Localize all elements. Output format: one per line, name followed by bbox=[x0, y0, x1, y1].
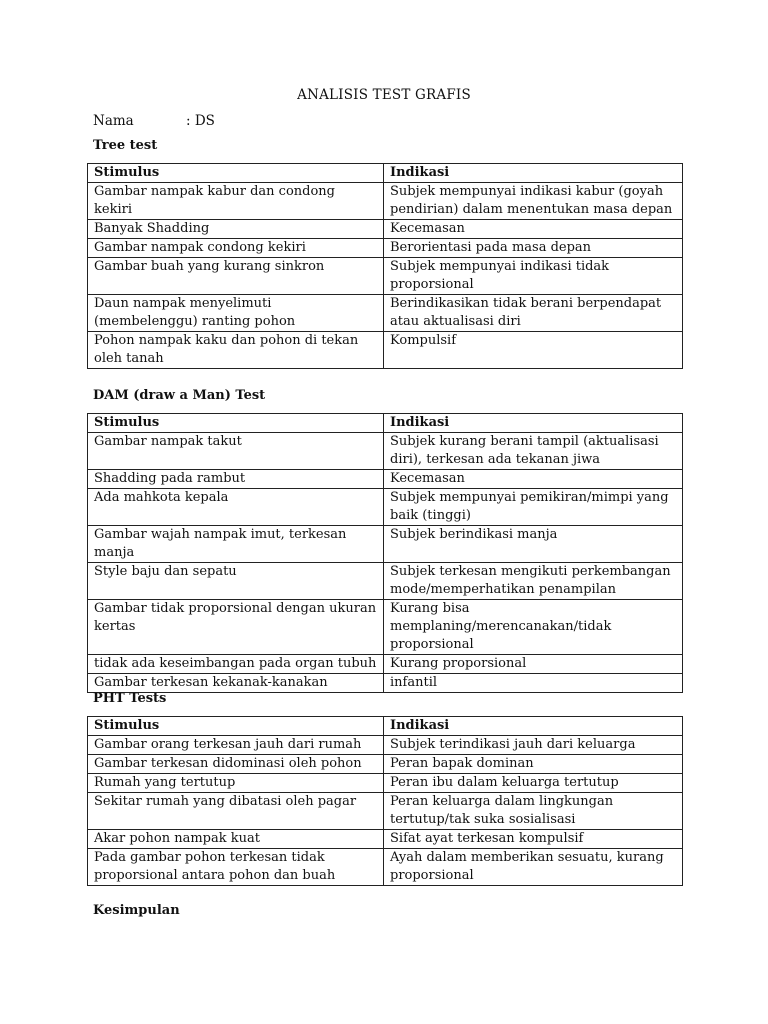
indikasi-cell: Peran bapak dominan bbox=[384, 755, 683, 774]
stimulus-cell: Style baju dan sepatu bbox=[88, 563, 384, 600]
indikasi-cell: Kecemasan bbox=[384, 470, 683, 489]
pht-test-table bbox=[87, 716, 683, 886]
table-row bbox=[88, 526, 683, 563]
indikasi-cell: Berindikasikan tidak berani berpendapat atau aktualisasi diri bbox=[384, 295, 683, 332]
table-row bbox=[88, 830, 683, 849]
indikasi-cell: Kurang bisa memplaning/merencanakan/tidak proporsional bbox=[384, 600, 683, 655]
header-indikasi: Indikasi bbox=[384, 717, 683, 736]
table-row bbox=[88, 793, 683, 830]
indikasi-cell: Sifat ayat terkesan kompulsif bbox=[384, 830, 683, 849]
indikasi-cell: Subjek mempunyai indikasi tidak proporsional bbox=[384, 258, 683, 295]
stimulus-cell: Gambar wajah nampak imut, terkesan manja bbox=[88, 526, 384, 563]
stimulus-cell: Daun nampak menyelimuti (membelenggu) ranting pohon bbox=[88, 295, 384, 332]
stimulus-cell: Rumah yang tertutup bbox=[88, 774, 384, 793]
tree-test-heading: Tree test bbox=[93, 138, 158, 153]
stimulus-cell: Ada mahkota kepala bbox=[88, 489, 384, 526]
table-header-row bbox=[88, 414, 683, 433]
stimulus-cell: Gambar nampak kabur dan condong kekiri bbox=[88, 183, 384, 220]
indikasi-cell: Kurang proporsional bbox=[384, 655, 683, 674]
stimulus-cell: tidak ada keseimbangan pada organ tubuh bbox=[88, 655, 384, 674]
table-header-row bbox=[88, 717, 683, 736]
header-stimulus: Stimulus bbox=[88, 717, 384, 736]
header-stimulus: Stimulus bbox=[88, 164, 384, 183]
indikasi-cell: Kompulsif bbox=[384, 332, 683, 369]
table-row bbox=[88, 258, 683, 295]
stimulus-cell: Gambar nampak takut bbox=[88, 433, 384, 470]
stimulus-cell: Gambar terkesan kekanak-kanakan bbox=[88, 674, 384, 693]
indikasi-cell: Kecemasan bbox=[384, 220, 683, 239]
table-header-row bbox=[88, 164, 683, 183]
dam-test-table bbox=[87, 413, 683, 693]
name-row bbox=[93, 113, 215, 129]
stimulus-cell: Sekitar rumah yang dibatasi oleh pagar bbox=[88, 793, 384, 830]
table-row bbox=[88, 755, 683, 774]
indikasi-cell: Peran keluarga dalam lingkungan tertutup/tak suka sosialisasi bbox=[384, 793, 683, 830]
tree-test-table bbox=[87, 163, 683, 369]
stimulus-cell: Gambar nampak condong kekiri bbox=[88, 239, 384, 258]
table-row bbox=[88, 220, 683, 239]
table-row bbox=[88, 470, 683, 489]
table-row bbox=[88, 433, 683, 470]
indikasi-cell: Peran ibu dalam keluarga tertutup bbox=[384, 774, 683, 793]
header-indikasi: Indikasi bbox=[384, 414, 683, 433]
table-row bbox=[88, 849, 683, 886]
stimulus-cell: Banyak Shadding bbox=[88, 220, 384, 239]
stimulus-cell: Gambar terkesan didominasi oleh pohon bbox=[88, 755, 384, 774]
indikasi-cell: Subjek berindikasi manja bbox=[384, 526, 683, 563]
name-label: Nama bbox=[93, 113, 134, 129]
table-row bbox=[88, 655, 683, 674]
indikasi-cell: Subjek kurang berani tampil (aktualisasi diri), terkesan ada tekanan jiwa bbox=[384, 433, 683, 470]
table-row bbox=[88, 295, 683, 332]
page-title: ANALISIS TEST GRAFIS bbox=[297, 87, 471, 103]
stimulus-cell: Gambar tidak proporsional dengan ukuran kertas bbox=[88, 600, 384, 655]
indikasi-cell: infantil bbox=[384, 674, 683, 693]
conclusion-heading: Kesimpulan bbox=[93, 903, 180, 918]
name-value: : DS bbox=[186, 113, 215, 129]
table-row bbox=[88, 563, 683, 600]
stimulus-cell: Gambar buah yang kurang sinkron bbox=[88, 258, 384, 295]
stimulus-cell: Pada gambar pohon terkesan tidak proporsional antara pohon dan buah bbox=[88, 849, 384, 886]
stimulus-cell: Gambar orang terkesan jauh dari rumah bbox=[88, 736, 384, 755]
indikasi-cell: Subjek terkesan mengikuti perkembangan mode/memperhatikan penampilan bbox=[384, 563, 683, 600]
stimulus-cell: Pohon nampak kaku dan pohon di tekan oleh tanah bbox=[88, 332, 384, 369]
table-row bbox=[88, 239, 683, 258]
table-row bbox=[88, 183, 683, 220]
indikasi-cell: Ayah dalam memberikan sesuatu, kurang proporsional bbox=[384, 849, 683, 886]
indikasi-cell: Berorientasi pada masa depan bbox=[384, 239, 683, 258]
dam-test-heading: DAM (draw a Man) Test bbox=[93, 388, 266, 403]
stimulus-cell: Akar pohon nampak kuat bbox=[88, 830, 384, 849]
table-row bbox=[88, 489, 683, 526]
header-indikasi: Indikasi bbox=[384, 164, 683, 183]
table-row bbox=[88, 774, 683, 793]
pht-test-heading: PHT Tests bbox=[93, 691, 167, 706]
table-row bbox=[88, 332, 683, 369]
indikasi-cell: Subjek terindikasi jauh dari keluarga bbox=[384, 736, 683, 755]
indikasi-cell: Subjek mempunyai pemikiran/mimpi yang baik (tinggi) bbox=[384, 489, 683, 526]
indikasi-cell: Subjek mempunyai indikasi kabur (goyah pendirian) dalam menentukan masa depan bbox=[384, 183, 683, 220]
header-stimulus: Stimulus bbox=[88, 414, 384, 433]
table-row bbox=[88, 600, 683, 655]
stimulus-cell: Shadding pada rambut bbox=[88, 470, 384, 489]
table-row bbox=[88, 674, 683, 693]
table-row bbox=[88, 736, 683, 755]
